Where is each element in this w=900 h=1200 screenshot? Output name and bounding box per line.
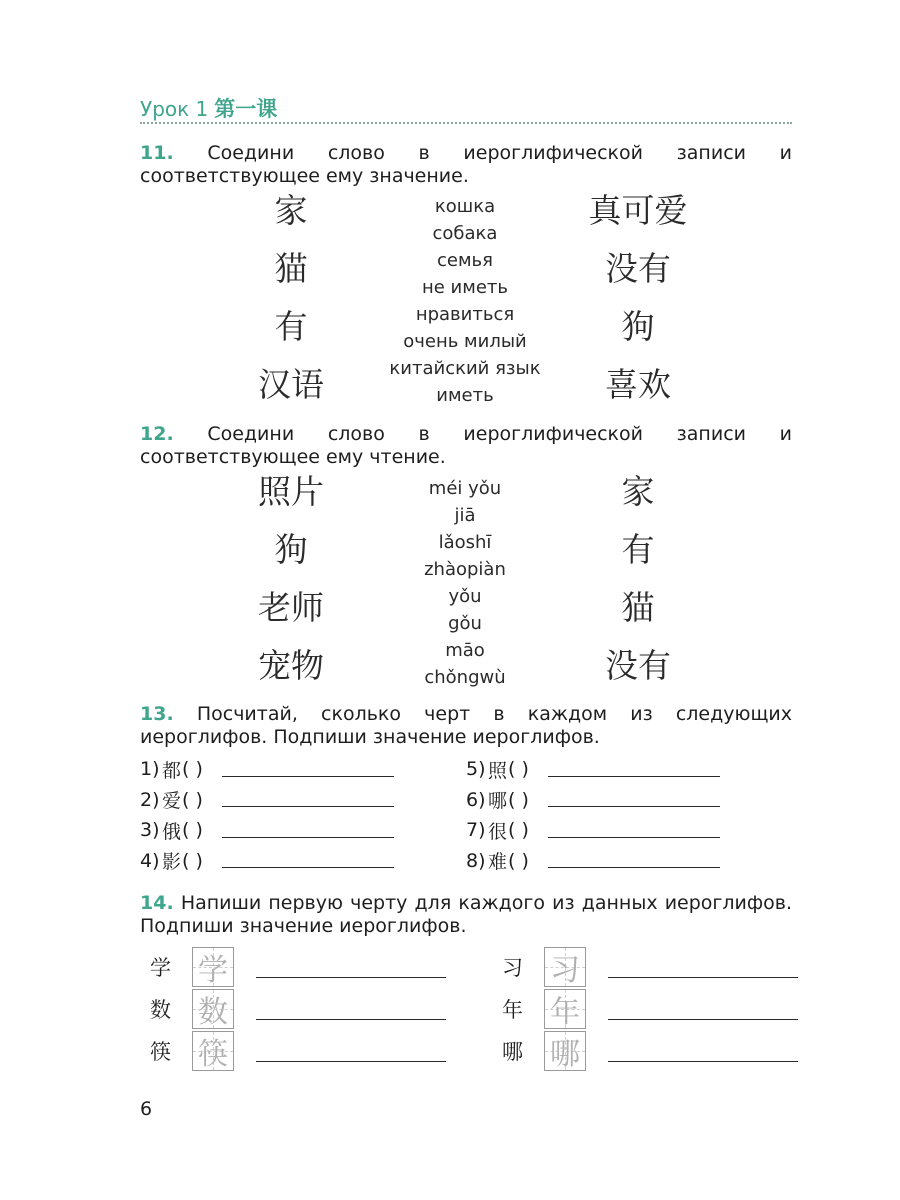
stroke-count-blank[interactable]: ( ) <box>508 758 529 781</box>
task-12-text: Соедини слово в иероглифической записи и соответствующее ему чтение. <box>140 423 792 468</box>
match-item: 没有 <box>605 646 671 685</box>
meaning-item: китайский язык <box>389 358 541 379</box>
item-number: 4) <box>140 849 160 872</box>
task-13-number: 13. <box>140 703 174 725</box>
task-14-right-list <box>502 946 798 1072</box>
trace-character: 学 <box>198 953 228 988</box>
stroke-count-row <box>140 785 394 816</box>
match-item: 家 <box>274 191 308 230</box>
stroke-practice-row <box>150 988 446 1030</box>
match-item: 有 <box>274 307 308 346</box>
reading-item: jiā <box>454 505 476 526</box>
match-item: 照片 <box>258 472 324 511</box>
hanzi-label: 哪 <box>502 1040 523 1064</box>
stroke-practice-row <box>150 946 446 988</box>
trace-character: 习 <box>550 953 580 988</box>
trace-character: 筷 <box>198 1037 228 1072</box>
meaning-item: собака <box>432 223 498 244</box>
hanzi-label: 数 <box>150 998 171 1022</box>
match-item: 没有 <box>605 249 671 288</box>
hanzi: 俄 <box>162 820 182 843</box>
stroke-practice-row <box>502 946 798 988</box>
stroke-count-blank[interactable]: ( ) <box>508 849 529 872</box>
page-number: 6 <box>140 1098 153 1120</box>
match-item: 宠物 <box>258 646 324 685</box>
hanzi: 哪 <box>488 790 508 813</box>
stroke-count-blank[interactable]: ( ) <box>508 788 529 811</box>
meaning-answer-line[interactable] <box>222 762 394 777</box>
task-11-text: Соедини слово в иероглифической записи и соответствующее ему значение. <box>140 142 792 187</box>
stroke-count-blank[interactable]: ( ) <box>508 819 529 842</box>
meaning-item: иметь <box>436 385 494 406</box>
match-item: 老师 <box>258 588 324 627</box>
stroke-count-row <box>466 815 720 846</box>
task-11-hanzi-right <box>568 182 708 414</box>
reading-item: chǒngwù <box>424 667 506 688</box>
task-11-number: 11. <box>140 142 174 164</box>
trace-character: 哪 <box>550 1037 580 1072</box>
task-13-instruction <box>140 703 792 749</box>
task-11-hanzi-left <box>226 182 356 414</box>
hanzi: 很 <box>488 820 508 843</box>
meaning-answer-line[interactable] <box>548 823 720 838</box>
meaning-item: семья <box>437 250 493 271</box>
tracing-box[interactable] <box>192 989 234 1029</box>
item-number: 3) <box>140 819 160 842</box>
meaning-answer-line[interactable] <box>222 853 394 868</box>
hanzi: 影 <box>162 851 182 874</box>
item-number: 1) <box>140 758 160 781</box>
meaning-answer-line[interactable] <box>222 823 394 838</box>
reading-item: méi yǒu <box>428 478 502 499</box>
stroke-practice-row <box>502 988 798 1030</box>
header-divider <box>140 122 792 124</box>
meaning-item: не иметь <box>421 277 508 298</box>
meaning-answer-line[interactable] <box>222 792 394 807</box>
match-item: 猫 <box>621 588 655 627</box>
match-item: 家 <box>621 472 655 511</box>
hanzi: 爱 <box>162 790 182 813</box>
meaning-answer-line[interactable] <box>256 1041 446 1062</box>
meaning-answer-line[interactable] <box>548 762 720 777</box>
task-12-hanzi-right <box>568 463 708 695</box>
reading-item: gǒu <box>448 613 482 634</box>
task-14-left-list <box>150 946 446 1072</box>
tracing-box[interactable] <box>544 989 586 1029</box>
match-item: 狗 <box>621 307 655 346</box>
task-14-text: Напиши первую черту для каждого из данных иероглифов. Подпиши значение иероглифов. <box>140 892 793 937</box>
stroke-count-row <box>466 754 720 785</box>
task-12-hanzi-left <box>226 463 356 695</box>
meaning-item: нравиться <box>415 304 515 325</box>
task-12-number: 12. <box>140 423 174 445</box>
hanzi-label: 年 <box>502 998 523 1022</box>
item-number: 8) <box>466 849 486 872</box>
tracing-box[interactable] <box>192 1031 234 1071</box>
hanzi-label: 习 <box>502 956 523 980</box>
match-item: 真可爱 <box>588 191 688 230</box>
stroke-count-row <box>466 846 720 877</box>
match-item: 喜欢 <box>605 365 671 404</box>
item-number: 7) <box>466 819 486 842</box>
meaning-item: очень милый <box>403 331 527 352</box>
stroke-practice-row <box>150 1030 446 1072</box>
hanzi: 照 <box>488 759 508 782</box>
tracing-box[interactable] <box>544 1031 586 1071</box>
task-13-right-list <box>466 754 720 876</box>
reading-item: lǎoshī <box>438 532 492 553</box>
stroke-practice-row <box>502 1030 798 1072</box>
stroke-count-row <box>466 785 720 816</box>
stroke-count-blank[interactable]: ( ) <box>182 819 203 842</box>
meaning-answer-line[interactable] <box>608 957 798 978</box>
lesson-label: Урок 1 <box>140 97 209 121</box>
match-item: 猫 <box>274 249 308 288</box>
match-item: 狗 <box>274 530 308 569</box>
meaning-item: кошка <box>434 196 496 217</box>
stroke-count-row <box>140 754 394 785</box>
meaning-answer-line[interactable] <box>608 1041 798 1062</box>
match-item: 有 <box>621 530 655 569</box>
hanzi-label: 筷 <box>150 1040 171 1064</box>
hanzi: 都 <box>162 759 182 782</box>
stroke-count-blank[interactable]: ( ) <box>182 788 203 811</box>
task-14-instruction <box>140 892 792 938</box>
stroke-count-row <box>140 815 394 846</box>
task-14-number: 14. <box>140 892 174 914</box>
task-11-meanings <box>365 193 565 409</box>
reading-item: māo <box>445 640 485 661</box>
trace-character: 年 <box>550 995 580 1030</box>
meaning-answer-line[interactable] <box>548 792 720 807</box>
stroke-count-blank[interactable]: ( ) <box>182 758 203 781</box>
lesson-header <box>140 93 277 123</box>
stroke-count-row <box>140 846 394 877</box>
task-13-text: Посчитай, сколько черт в каждом из следующих иероглифов. Подпиши значение иероглифов. <box>140 703 792 748</box>
hanzi-label: 学 <box>150 956 171 980</box>
meaning-answer-line[interactable] <box>256 999 446 1020</box>
trace-character: 数 <box>198 995 228 1030</box>
task-12-readings <box>365 475 565 691</box>
reading-item: yǒu <box>448 586 482 607</box>
hanzi: 难 <box>488 851 508 874</box>
lesson-title: 第一课 <box>214 96 278 121</box>
tracing-box[interactable] <box>192 947 234 987</box>
tracing-box[interactable] <box>544 947 586 987</box>
match-item: 汉语 <box>258 365 324 404</box>
item-number: 6) <box>466 788 486 811</box>
item-number: 5) <box>466 758 486 781</box>
item-number: 2) <box>140 788 160 811</box>
task-13-left-list <box>140 754 394 876</box>
stroke-count-blank[interactable]: ( ) <box>182 849 203 872</box>
meaning-answer-line[interactable] <box>548 853 720 868</box>
meaning-answer-line[interactable] <box>608 999 798 1020</box>
reading-item: zhàopiàn <box>424 559 506 580</box>
meaning-answer-line[interactable] <box>256 957 446 978</box>
